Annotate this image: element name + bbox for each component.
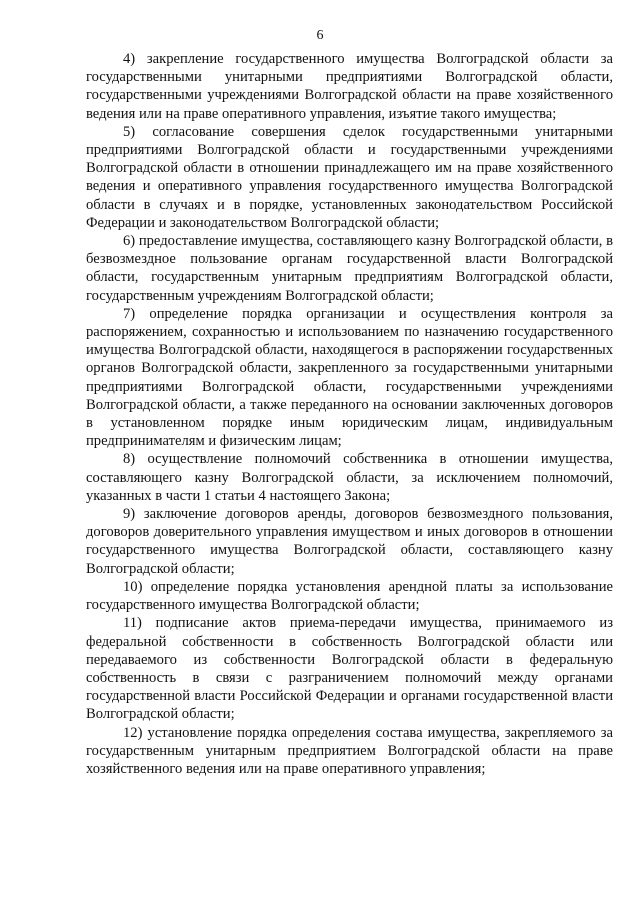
paragraph-item-12: 12) установление порядка определения состава имущества, закрепляемого за государственным унитарным предприятием Волгоградской области на праве хозяйственного ведения или на праве оперативного управления; — [86, 724, 613, 777]
paragraph-item-8: 8) осуществление полномочий собственника в отношении имущества, составляющего казну Волгоградской области, за исключением полномочий, указанных в части 1 статьи 4 настоящего Закона; — [86, 451, 613, 504]
paragraph-item-11: 11) подписание актов приема-передачи имущества, принимаемого из федеральной собственности в собственность Волгоградской области или передаваемого из собственности Волгоградской области в федеральную собственность в связи с разграничением полномочий между органами государственной власти Российской Федерации и органами государственной власти Волгоградской области; — [86, 615, 613, 723]
paragraph-item-4: 4) закрепление государственного имущества Волгоградской области за государственными унитарными предприятиями Волгоградской области, государственными учреждениями Волгоградской области на праве хозяйственного ведения или на праве оперативного управления, изъятие такого имущества; — [86, 51, 613, 122]
paragraph-item-7: 7) определение порядка организации и осуществления контроля за распоряжением, сохранностью и использованием по назначению государственного имущества Волгоградской области, находящегося в распоряжении государственных органов Волгоградской области, закрепленного за государственными унитарными предприятиями Волгоградской области, государственными учреждениями Волгоградской области, а также переданного на основании заключенных договоров в установленном порядке иным юридическим лицам, индивидуальным предпринимателям и физическим лицам; — [86, 305, 613, 450]
page-number: 6 — [316, 28, 324, 43]
paragraph-item-10: 10) определение порядка установления арендной платы за использование государственного имущества Волгоградской области; — [86, 578, 613, 614]
paragraph-item-5: 5) согласование совершения сделок государственными унитарными предприятиями Волгоградской области и государственными учреждениями Волгоградской области в отношении принадлежащего им на праве хозяйственного ведения и оперативного управления государственного имущества Волгоградской области в случаях и в порядке, установленных законодательством Российской Федерации и законодательством Волгоградской области; — [86, 123, 613, 231]
paragraph-item-6: 6) предоставление имущества, составляющего казну Волгоградской области, в безвозмездное пользование органам государственной власти Волгоградской области, государственным унитарным предприятиям Волгоградской области, государственным учреждениям Волгоградской области; — [86, 233, 613, 304]
paragraph-item-9: 9) заключение договоров аренды, договоров безвозмездного пользования, договоров доверительного управления имуществом и иных договоров в отношении государственного имущества Волгоградской области, составляющего казну Волгоградской области; — [86, 506, 613, 577]
document-body — [86, 50, 613, 778]
